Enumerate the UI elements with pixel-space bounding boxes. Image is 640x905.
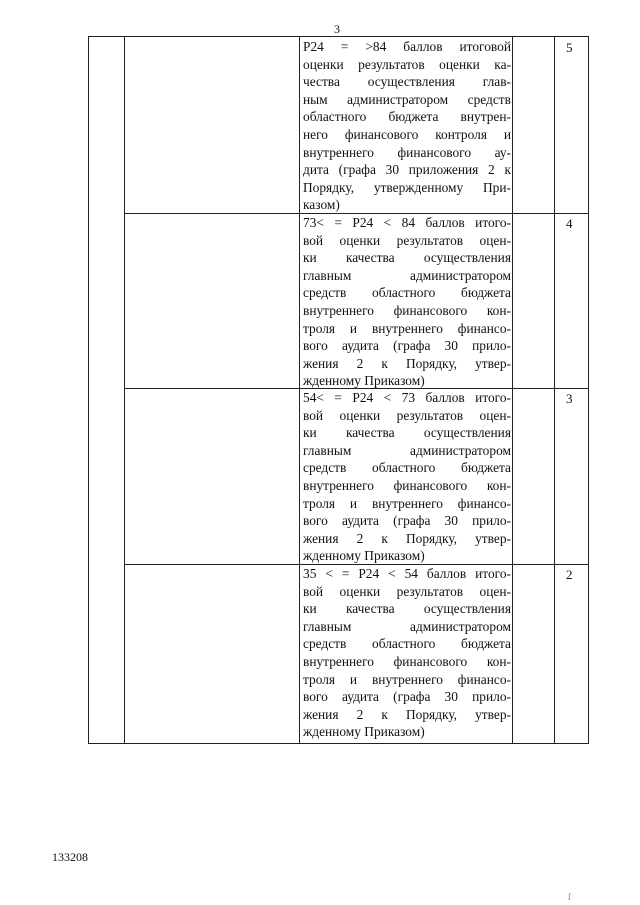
table-border-right — [588, 37, 589, 743]
criterion-line: него финансового контроля и — [303, 126, 511, 142]
table-row-score: 5 — [566, 40, 573, 55]
table-row-criterion — [303, 214, 511, 390]
criterion-line: Порядку, утвержденному При- — [303, 179, 511, 195]
table-row-score: 4 — [566, 216, 573, 231]
table-border-left — [88, 37, 89, 743]
criterion-line: областного бюджета внутрен- — [303, 109, 511, 125]
criterion-line: чества осуществления глав- — [303, 74, 511, 90]
criterion-line: 35 < = Р24 < 54 баллов итого- — [303, 566, 511, 581]
criterion-line: внутреннего финансового ау- — [303, 144, 511, 160]
criterion-line: вого аудита (графа 30 прило- — [303, 338, 511, 354]
table-row-criterion — [303, 565, 511, 741]
page-number: 3 — [334, 22, 340, 36]
criterion-line: троля и внутреннего финансо- — [303, 320, 511, 336]
criterion-line: вой оценки результатов оцен- — [303, 232, 511, 248]
criterion-line: 73< = Р24 < 84 баллов итого- — [303, 215, 511, 230]
criterion-line: внутреннего финансового кон- — [303, 477, 511, 493]
criterion-line: главным администратором — [303, 618, 511, 634]
criterion-line: средств областного бюджета — [303, 460, 511, 476]
criterion-line: жденному Приказом) — [303, 548, 425, 564]
criterion-line: вого аудита (графа 30 прило- — [303, 513, 511, 529]
criterion-line: жения 2 к Порядку, утвер- — [303, 530, 511, 546]
document-code: 133208 — [52, 850, 88, 864]
column-divider-2 — [299, 37, 300, 743]
criterion-line: средств областного бюджета — [303, 636, 511, 652]
criterion-line: оценки результатов оценки ка- — [303, 56, 511, 72]
criterion-line: троля и внутреннего финансо- — [303, 495, 511, 511]
criteria-table — [88, 36, 589, 744]
criterion-line: Р24 = >84 баллов итоговой — [303, 39, 511, 54]
criterion-line: главным администратором — [303, 442, 511, 458]
table-row-criterion — [303, 389, 511, 565]
table-row-score: 3 — [566, 391, 573, 406]
criterion-line: средств областного бюджета — [303, 285, 511, 301]
column-divider-1 — [124, 37, 125, 743]
criterion-line: вого аудита (графа 30 прило- — [303, 689, 511, 705]
table-row-criterion — [303, 38, 511, 214]
criterion-line: дита (графа 30 приложения 2 к — [303, 162, 511, 178]
criterion-line: жения 2 к Порядку, утвер- — [303, 355, 511, 371]
criterion-line: вой оценки результатов оцен- — [303, 407, 511, 423]
criterion-line: ки качества осуществления — [303, 601, 511, 617]
table-row-score: 2 — [566, 567, 573, 582]
criterion-line: ки качества осуществления — [303, 250, 511, 266]
criterion-line: главным администратором — [303, 267, 511, 283]
criterion-line: казом) — [303, 197, 340, 213]
criterion-line: жденному Приказом) — [303, 373, 425, 389]
criterion-line: внутреннего финансового кон- — [303, 653, 511, 669]
column-divider-4 — [554, 37, 555, 743]
criterion-line: 54< = Р24 < 73 баллов итого- — [303, 390, 511, 405]
criterion-line: жденному Приказом) — [303, 724, 425, 740]
criterion-line: ным администратором средств — [303, 91, 511, 107]
criterion-line: вой оценки результатов оцен- — [303, 583, 511, 599]
column-divider-3 — [512, 37, 513, 743]
corner-mark: ſ — [568, 892, 571, 902]
criterion-line: жения 2 к Порядку, утвер- — [303, 706, 511, 722]
criterion-line: ки качества осуществления — [303, 425, 511, 441]
criterion-line: внутреннего финансового кон- — [303, 302, 511, 318]
criterion-line: троля и внутреннего финансо- — [303, 671, 511, 687]
